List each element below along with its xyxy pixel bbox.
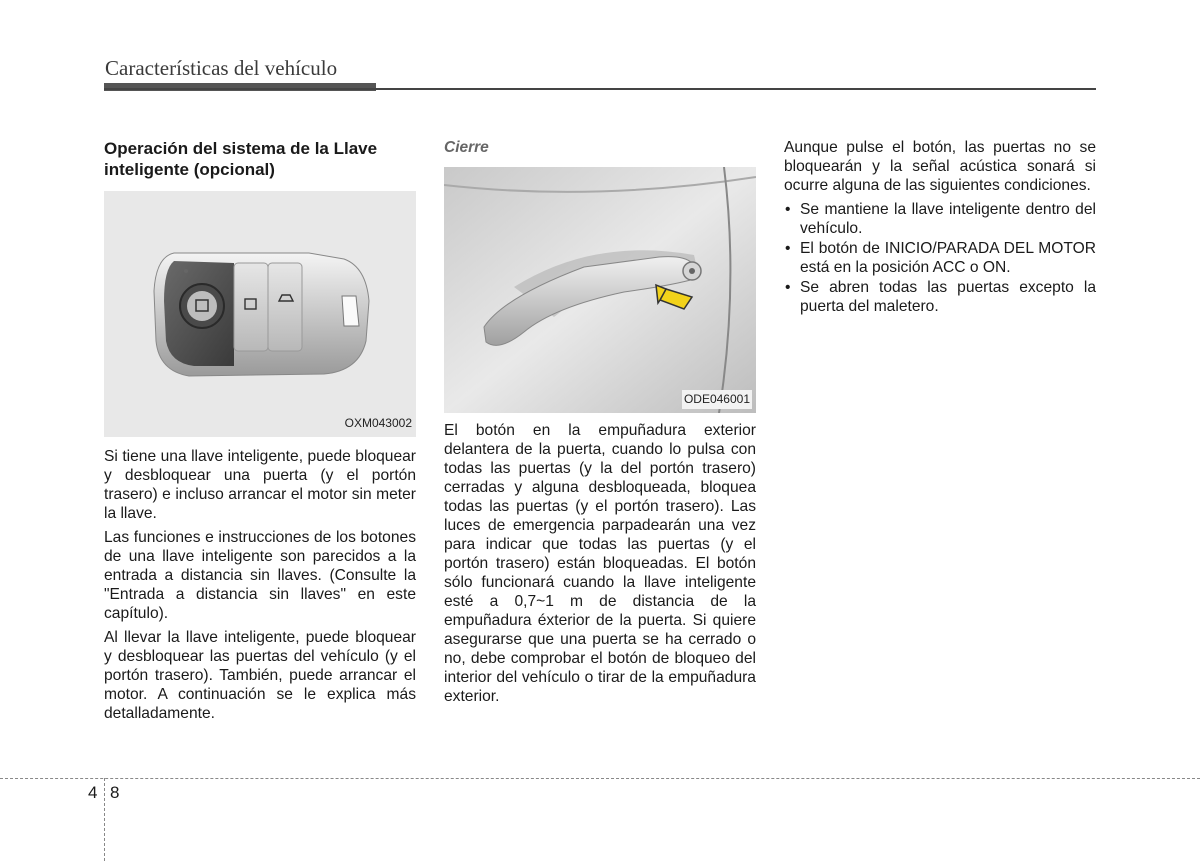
section-subheading: Cierre (444, 139, 489, 156)
paragraph: El botón en la empuñadura exterior delantera de la puerta, cuando lo pulsa con todas las puertas (y la del portón trasero) cerradas y alguna desbloqueada, bloquea todas las puertas (y el portón trasero). Las luces de emergencia parpadearán una vez para indicar que todas las puertas (y el portón trasero) están bloqueadas. El botón sólo funcionará cuando la llave inteligente esté a 0,7~1 m de distancia de la empuñadura éxterior de la puerta. Si quiere asegurarse que una puerta se ha cerrado o no, debe comprobar el botón de bloqueo del interior del vehículo o tirar de la empuñadura exterior. (444, 422, 756, 705)
paragraph: Si tiene una llave inteligente, puede bloquear y desbloquear una puerta (y el portón trasero) e incluso arrancar el motor sin meter la llave. (104, 448, 416, 522)
footer-divider (104, 778, 105, 861)
list-item: • Se mantiene la llave inteligente dentro del vehículo. (784, 200, 1096, 238)
page-header-title: Características del vehículo (105, 56, 338, 80)
column-middle (444, 138, 756, 711)
smart-key-illustration (104, 191, 416, 437)
condition-list (784, 200, 1096, 316)
door-handle-illustration (444, 167, 756, 413)
section-heading: Operación del sistema de la Llave inteligente (opcional) (104, 139, 378, 179)
door-handle-figure (444, 167, 756, 413)
page-number: 8 (110, 783, 120, 802)
paragraph: Las funciones e instrucciones de los botones de una llave inteligente son parecidos a la entrada a distancia sin llaves. (Consulte la "Entrada a distancia sin llaves" en este capítulo). (104, 529, 416, 622)
list-item: • El botón de INICIO/PARADA DEL MOTOR está en la posición ACC o ON. (784, 239, 1096, 277)
figure-code: OXM043002 (344, 416, 412, 430)
footer-rule (0, 778, 1200, 779)
figure-code: ODE046001 (682, 390, 752, 409)
paragraph: Al llevar la llave inteligente, puede bloquear y desbloquear las puertas del vehículo (y el portón trasero). También, puede arrancar el motor. A continuación se le explica más detalladamente. (104, 629, 416, 722)
paragraph: Aunque pulse el botón, las puertas no se bloquearán y la señal acústica sonará si ocurre alguna de las siguientes condiciones. (784, 139, 1096, 194)
page-chapter-number: 4 (88, 783, 98, 802)
list-item: • Se abren todas las puertas excepto la puerta del maletero. (784, 278, 1096, 316)
header-rule-thin (104, 88, 1096, 90)
column-left (104, 138, 416, 728)
smart-key-figure (104, 191, 416, 437)
column-right (784, 138, 1096, 317)
